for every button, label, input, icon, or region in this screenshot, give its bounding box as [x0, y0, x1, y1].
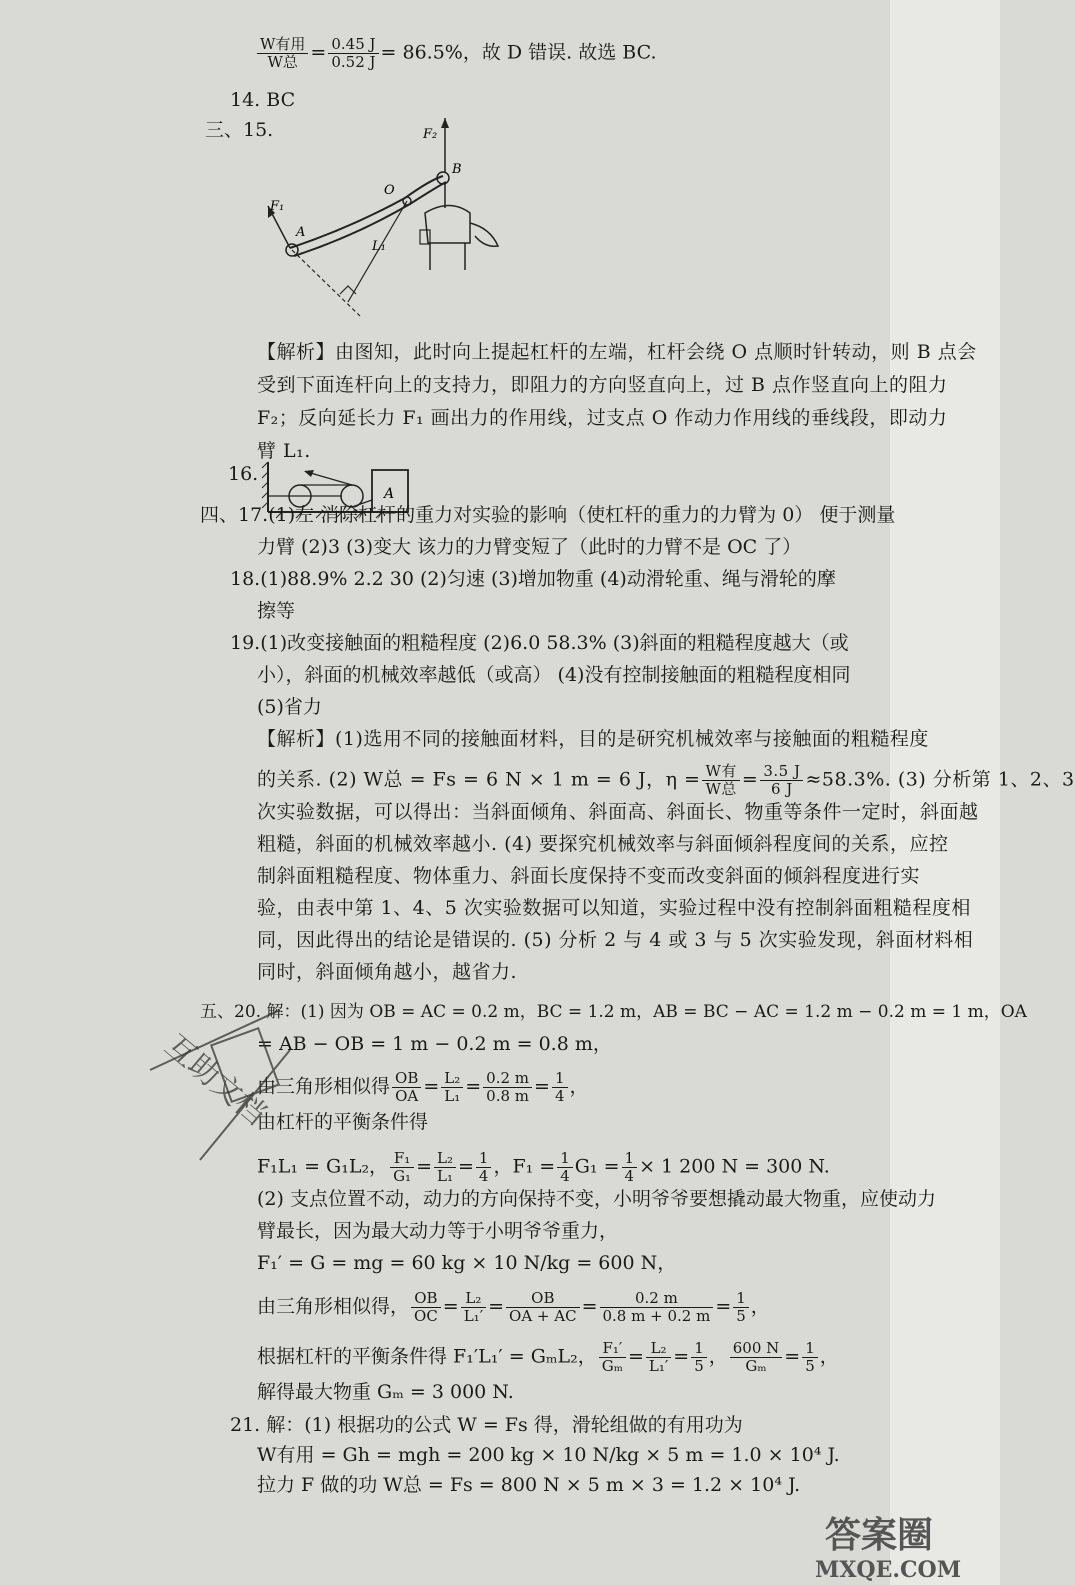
answer-17-line-2: 力臂 (2)3 (3)变大 该力的力臂变短了（此时的力臂不是 OC 了） [257, 536, 802, 558]
analysis-19-line-7: 同，因此得出的结论是错误的. (5) 分析 2 与 4 或 3 与 5 次实验发现，斜面材料相 [257, 929, 974, 951]
analysis-15-line-4: 臂 L₁. [257, 440, 311, 462]
analysis-19-line-6: 验，由表中第 1、4、5 次实验数据可以知道，实验过程中没有控制斜面粗糙程度相 [257, 897, 971, 919]
answer-21-line-3: 拉力 F 做的功 W总 = Fs = 800 N × 5 m × 3 = 1.2 × 10⁴ J. [257, 1474, 801, 1496]
answer-19-line-2: 小），斜面的机械效率越低（或高） (4)没有控制接触面的粗糙程度相同 [257, 664, 851, 686]
fraction: $\frac{\text{F₁′}}{\text{Gₘ}}$ [599, 1340, 626, 1375]
svg-text:MXQE.COM: MXQE.COM [815, 1557, 962, 1583]
fraction: $\frac{0.2 m}{0.8 m + 0.2 m}$ [600, 1290, 714, 1325]
fraction: $\frac{\text{L₂}}{\text{L₁}}$ [441, 1070, 463, 1105]
answer-18-line-2: 擦等 [257, 600, 296, 622]
analysis-19-line-8: 同时，斜面倾角越小，越省力. [257, 961, 518, 983]
analysis-15-line-3: F₂；反向延长力 F₁ 画出力的作用线，过支点 O 作动力作用线的垂线段，即动力 [257, 407, 948, 429]
analysis-15-line-2: 受到下面连杆向上的支持力，即阻力的方向竖直向上，过 B 点作竖直向上的阻力 [257, 374, 948, 396]
answer-20-line-5: F₁L₁ = G₁L₂， $\frac{\text{F₁}}{\text{G₁}}$ = $\frac{\text{L₂}}{\text{L₁}}$ = $\frac{1}{4}$ ，F₁ = $\frac{1}{4}$ G₁ = $\frac{1}{4}$ × 1 200 N = 300 N. [257, 1149, 830, 1185]
label-f2: F₂ [423, 127, 438, 142]
answer-16-label: 16. [228, 463, 259, 485]
answer-20-line-11: 解得最大物重 Gₘ = 3 000 N. [257, 1381, 514, 1403]
answer-20-line-8: F₁′ = G = mg = 60 kg × 10 N/kg = 600 N， [257, 1252, 677, 1274]
analysis-19-line-5: 制斜面粗糙程度、物体重力、斜面长度保持不变而改变斜面的倾斜程度进行实 [257, 865, 921, 887]
fraction: $\frac{\text{F₁}}{\text{G₁}}$ [390, 1150, 414, 1185]
label-block-a: A [384, 486, 395, 502]
analysis-15-line-1: 【解析】由图知，此时向上提起杠杆的左端，杠杆会绕 O 点顺时针转动，则 B 点会 [257, 341, 977, 363]
answer-20-line-2: = AB − OB = 1 m − 0.2 m = 0.8 m， [257, 1033, 612, 1055]
answer-20-line-9: 由三角形相似得， $\frac{OB}{OC}$ = $\frac{\text{L₂}}{\text{L₁′}}$ = $\frac{OB}{OA + AC}$ = $\frac{0.2 m}{0.8 m + 0.2 m}$ = $\frac{1}{5}$ ， [257, 1289, 770, 1325]
fraction: $\frac{600 N}{\text{Gₘ}}$ [730, 1340, 783, 1375]
answer-19-line-3: (5)省力 [257, 696, 322, 718]
fraction: $\frac{0.45 J}{0.52 J}$ [328, 36, 378, 71]
fraction: $\frac{OB}{OA}$ [392, 1070, 421, 1105]
analysis-19-line-2: 的关系. (2) W总 = Fs = 6 N × 1 m = 6 J，η = $\frac{\text{W有}}{\text{W总}}$ = $\frac{3.5 J}{6 J}$ ≈58.3%. (3) 分析第 1、2、3 [257, 762, 1075, 798]
label-b: B [452, 162, 462, 177]
fraction: $\frac{1}{5}$ [691, 1340, 707, 1375]
answer-15-label: 三、15. [205, 119, 274, 141]
site-logo [745, 1505, 995, 1585]
answer-20-line-7: 臂最长，因为最大动力等于小明爷爷重力， [257, 1220, 619, 1242]
fraction: $\frac{\text{W有}}{\text{W总}}$ [702, 763, 739, 798]
answer-19-line-1: 19.(1)改变接触面的粗糙程度 (2)6.0 58.3% (3)斜面的粗糙程度越大（或 [230, 632, 849, 654]
fraction: $\frac{1}{5}$ [733, 1290, 749, 1325]
fraction: $\frac{1}{4}$ [557, 1150, 573, 1185]
fraction: $\frac{OB}{OA + AC}$ [506, 1290, 580, 1325]
fraction: $\frac{\text{L₂}}{\text{L₁}}$ [434, 1150, 456, 1185]
answer-20-line-4: 由杠杆的平衡条件得 [257, 1111, 429, 1133]
analysis-19-line-3: 次实验数据，可以得出：当斜面倾角、斜面高、斜面长、物重等条件一定时，斜面越 [257, 801, 979, 823]
answer-21-line-1: 21. 解：(1) 根据功的公式 W = Fs 得，滑轮组做的有用功为 [230, 1414, 743, 1436]
label-o: O [384, 183, 395, 198]
fraction: $\frac{1}{5}$ [802, 1340, 818, 1375]
watermark-text: 互助文档 [158, 1028, 273, 1133]
fraction: $\frac{1}{4}$ [552, 1070, 568, 1105]
fraction: $\frac{OB}{OC}$ [411, 1290, 441, 1325]
fraction: $\frac{\text{W有用}}{\text{W总}}$ [257, 36, 308, 71]
analysis-19-line-4: 粗糙，斜面的机械效率越小. (4) 要探究机械效率与斜面倾斜程度间的关系，应控 [257, 833, 949, 855]
answer-20-line-3: 由三角形相似得 $\frac{OB}{OA}$ = $\frac{\text{L₂}}{\text{L₁}}$ = $\frac{0.2 m}{0.8 m}$ = $\frac{1}{4}$ ， [257, 1069, 589, 1105]
fraction: $\frac{1}{4}$ [476, 1150, 492, 1185]
answer-18-line-1: 18.(1)88.9% 2.2 30 (2)匀速 (3)增加物重 (4)动滑轮重、绳与滑轮的摩 [230, 568, 836, 590]
lever-pump-diagram [260, 118, 510, 318]
fraction: $\frac{\text{L₂}}{\text{L₁′}}$ [461, 1290, 486, 1325]
analysis-19-line-1: 【解析】(1)选用不同的接触面材料，目的是研究机械效率与接触面的粗糙程度 [257, 728, 929, 750]
fraction: $\frac{3.5 J}{6 J}$ [760, 763, 803, 798]
fraction: $\frac{\text{L₂}}{\text{L₁′}}$ [646, 1340, 671, 1375]
fraction: $\frac{1}{4}$ [622, 1150, 638, 1185]
svg-text:答案圈: 答案圈 [825, 1514, 934, 1556]
answer-20-line-1: 五、20. 解：(1) 因为 OB = AC = 0.2 m，BC = 1.2 m，AB = BC − AC = 1.2 m − 0.2 m = 1 m，OA [200, 1002, 1027, 1022]
fraction: $\frac{0.2 m}{0.8 m}$ [483, 1070, 532, 1105]
answer-20-line-10: 根据杠杆的平衡条件得 F₁′L₁′ = GₘL₂， $\frac{\text{F₁′}}{\text{Gₘ}}$ = $\frac{\text{L₂}}{\text{L₁′}}$ = $\frac{1}{5}$ ， $\frac{600 N}{\text{Gₘ}}$ = $\frac{1}{5}$ ， [257, 1339, 839, 1375]
label-l1: L₁ [372, 239, 386, 254]
label-a: A [296, 225, 306, 240]
answer-20-line-6: (2) 支点位置不动，动力的方向保持不变，小明爷爷要想撬动最大物重，应使动力 [257, 1188, 936, 1210]
answer-21-line-2: W有用 = Gh = mgh = 200 kg × 10 N/kg × 5 m = 1.0 × 10⁴ J. [257, 1444, 840, 1466]
label-f1: F₁ [270, 199, 285, 214]
efficiency-line: $\frac{\text{W有用}}{\text{W总}}$ = $\frac{0.45 J}{0.52 J}$ = 86.5%，故 D 错误. 故选 BC. [255, 36, 657, 71]
answer-17-line-1: 四、17.(1)左 消除杠杆的重力对实验的影响（使杠杆的重力的力臂为 0） 便于测量 [200, 504, 896, 526]
answer-14: 14. BC [230, 89, 296, 111]
watermark-stamp [140, 1010, 300, 1170]
